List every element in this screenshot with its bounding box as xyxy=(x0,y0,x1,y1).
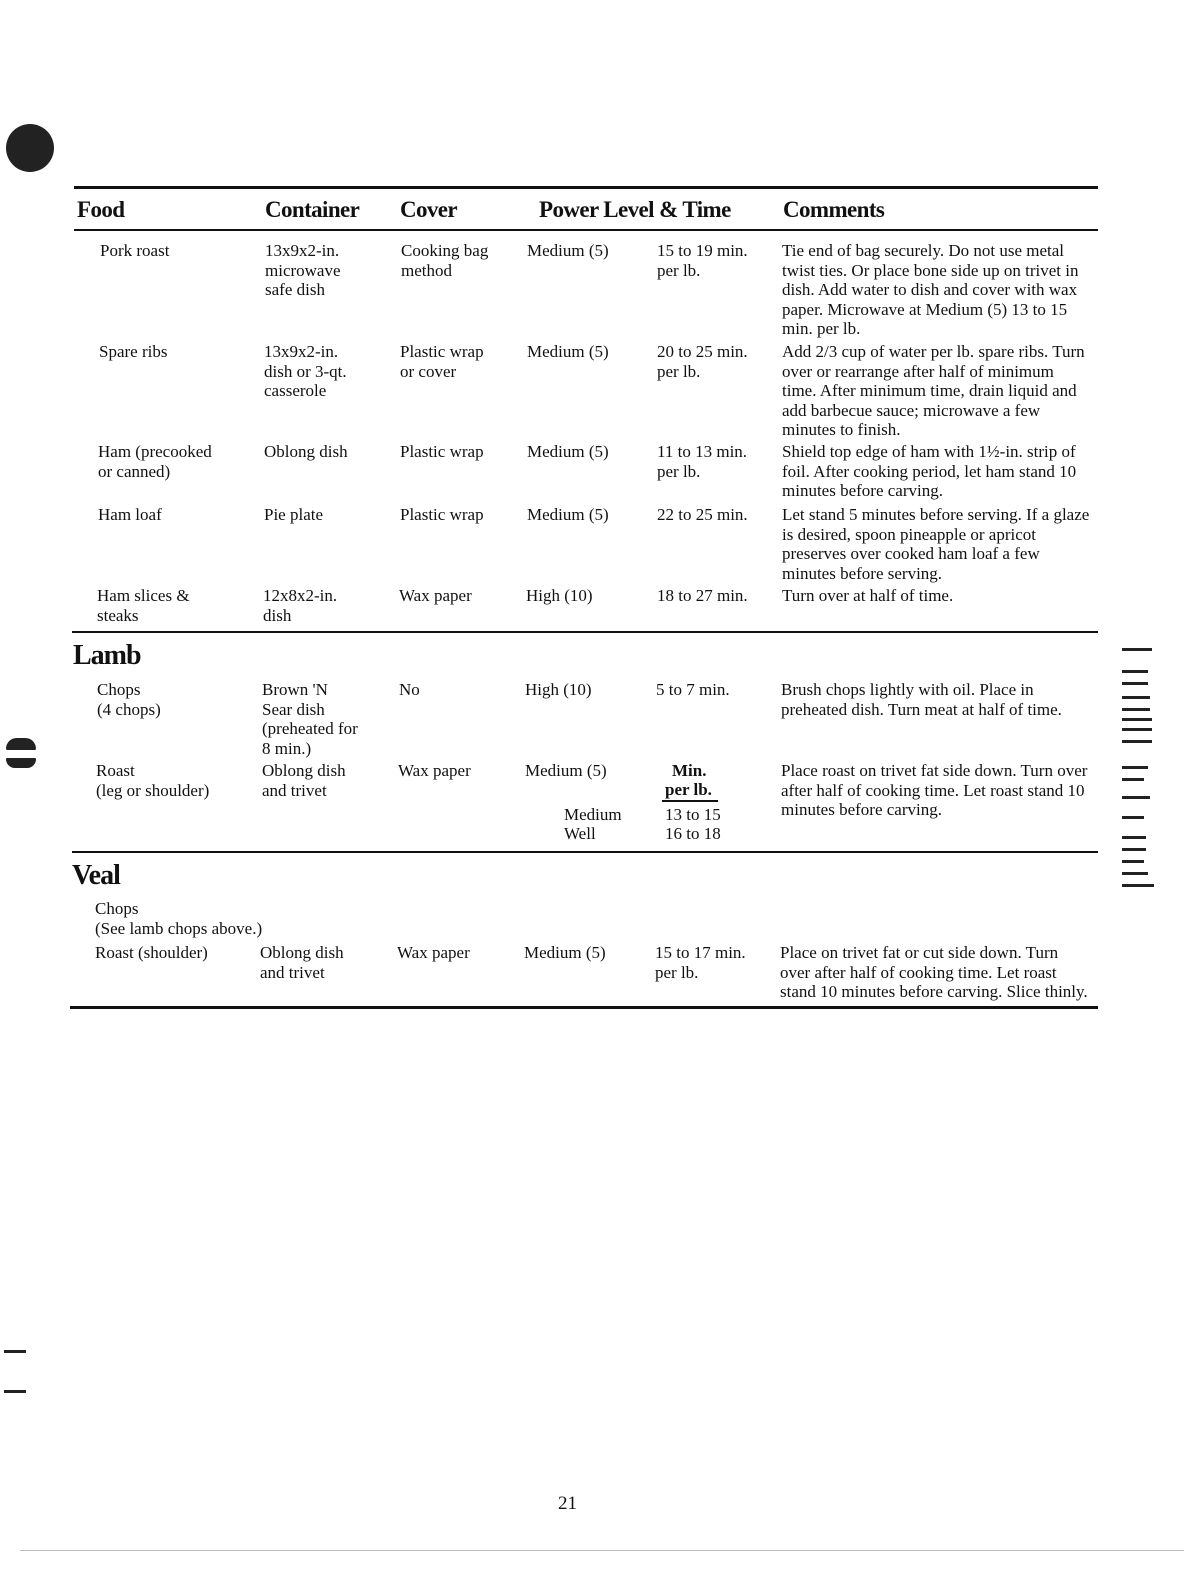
container-cell: Oblong dish and trivet xyxy=(262,761,346,800)
header-bottom-rule xyxy=(74,229,1098,231)
page-number: 21 xyxy=(558,1493,577,1514)
header-comments: Comments xyxy=(783,197,885,222)
min-per-lb-header: Min. xyxy=(672,761,707,780)
food-cell: Ham slices & steaks xyxy=(97,586,190,625)
food-cell: Spare ribs xyxy=(99,342,168,361)
per-lb-underline xyxy=(662,800,718,802)
scan-edge-line xyxy=(20,1550,1184,1551)
power-cell: Medium (5) xyxy=(527,241,609,260)
time-cell: 22 to 25 min. xyxy=(657,505,748,524)
container-cell: 12x8x2-in. dish xyxy=(263,586,338,625)
comments-cell: Add 2/3 cup of water per lb. spare ribs. Turn over or rearrange after half of minimum time. After minimum time, drain liquid and add barbecue sauce; microwave a few minutes to finish. xyxy=(782,342,1085,439)
doneness-well-label: Well xyxy=(564,824,596,843)
power-cell: Medium (5) xyxy=(527,442,609,461)
food-cell: Roast (shoulder) xyxy=(95,943,208,962)
comments-cell: Turn over at half of time. xyxy=(782,586,954,605)
punch-hole-bottom xyxy=(0,1350,30,1400)
header-power-level-time: Power Level & Time xyxy=(539,197,731,222)
comments-cell: Place on trivet fat or cut side down. Turn over after half of cooking time. Let roast stand 10 minutes before carving. Slice thinly. xyxy=(780,943,1088,1001)
comments-cell: Brush chops lightly with oil. Place in preheated dish. Turn meat at half of time. xyxy=(781,680,1062,719)
time-cell: 15 to 17 min. per lb. xyxy=(655,943,746,982)
food-cell: Chops (See lamb chops above.) xyxy=(95,899,263,938)
container-cell: Oblong dish xyxy=(264,442,348,461)
comments-cell: Shield top edge of ham with 1½-in. strip of foil. After cooking period, let ham stand 10 minutes before carving. xyxy=(782,442,1077,500)
cover-cell: Wax paper xyxy=(399,586,472,605)
cover-cell: Wax paper xyxy=(398,761,471,780)
doneness-medium-label: Medium xyxy=(564,805,622,824)
per-lb-label: per lb. xyxy=(665,780,712,799)
comments-cell: Let stand 5 minutes before serving. If a glaze is desired, spoon pineapple or apricot preserves over cooked ham loaf a few minutes before serving. xyxy=(782,505,1090,583)
punch-hole-middle xyxy=(0,738,40,772)
section-title-veal: Veal xyxy=(72,860,120,891)
container-cell: Oblong dish and trivet xyxy=(260,943,344,982)
food-cell: Ham (precooked or canned) xyxy=(98,442,212,481)
power-cell: High (10) xyxy=(525,680,592,699)
power-cell: Medium (5) xyxy=(527,342,609,361)
section-divider-lamb xyxy=(72,631,1098,633)
container-cell: Pie plate xyxy=(264,505,324,524)
food-cell: Chops (4 chops) xyxy=(97,680,161,719)
doneness-medium-time: 13 to 15 xyxy=(665,805,721,824)
cover-cell: Cooking bag method xyxy=(401,241,489,280)
food-cell: Ham loaf xyxy=(98,505,162,524)
table-top-rule xyxy=(74,186,1098,189)
container-cell: 13x9x2-in. dish or 3-qt. casserole xyxy=(264,342,347,400)
table-bottom-rule xyxy=(70,1006,1098,1009)
container-cell: Brown 'N Sear dish (preheated for 8 min.) xyxy=(262,680,358,758)
cover-cell: No xyxy=(399,680,420,699)
food-cell: Pork roast xyxy=(100,241,170,260)
doneness-well-time: 16 to 18 xyxy=(665,824,721,843)
container-cell: 13x9x2-in. microwave safe dish xyxy=(265,241,341,299)
power-cell: Medium (5) xyxy=(525,761,607,780)
time-cell: 5 to 7 min. xyxy=(656,680,730,699)
cover-cell: Plastic wrap xyxy=(400,505,484,524)
comments-cell: Place roast on trivet fat side down. Turn over after half of cooking time. Let roast stand 10 minutes before carving. xyxy=(781,761,1088,819)
power-cell: High (10) xyxy=(526,586,593,605)
header-container: Container xyxy=(265,197,360,222)
section-title-lamb: Lamb xyxy=(73,640,141,671)
time-cell: 11 to 13 min. per lb. xyxy=(657,442,748,481)
time-cell: 18 to 27 min. xyxy=(657,586,748,605)
power-cell: Medium (5) xyxy=(524,943,606,962)
header-cover: Cover xyxy=(400,197,458,222)
section-divider-veal xyxy=(72,851,1098,853)
punch-hole-top xyxy=(6,124,54,172)
comments-cell: Tie end of bag securely. Do not use metal twist ties. Or place bone side up on trivet in dish. Add water to dish and cover with wax paper. Microwave at Medium (5) 13 to 15 min. per lb. xyxy=(782,241,1079,338)
power-cell: Medium (5) xyxy=(527,505,609,524)
margin-marks xyxy=(1118,648,1158,898)
cover-cell: Wax paper xyxy=(397,943,470,962)
cover-cell: Plastic wrap or cover xyxy=(400,342,484,381)
cover-cell: Plastic wrap xyxy=(400,442,484,461)
time-cell: 15 to 19 min. per lb. xyxy=(657,241,748,280)
food-cell: Roast (leg or shoulder) xyxy=(96,761,210,800)
time-cell: 20 to 25 min. per lb. xyxy=(657,342,748,381)
header-food: Food xyxy=(77,197,125,222)
